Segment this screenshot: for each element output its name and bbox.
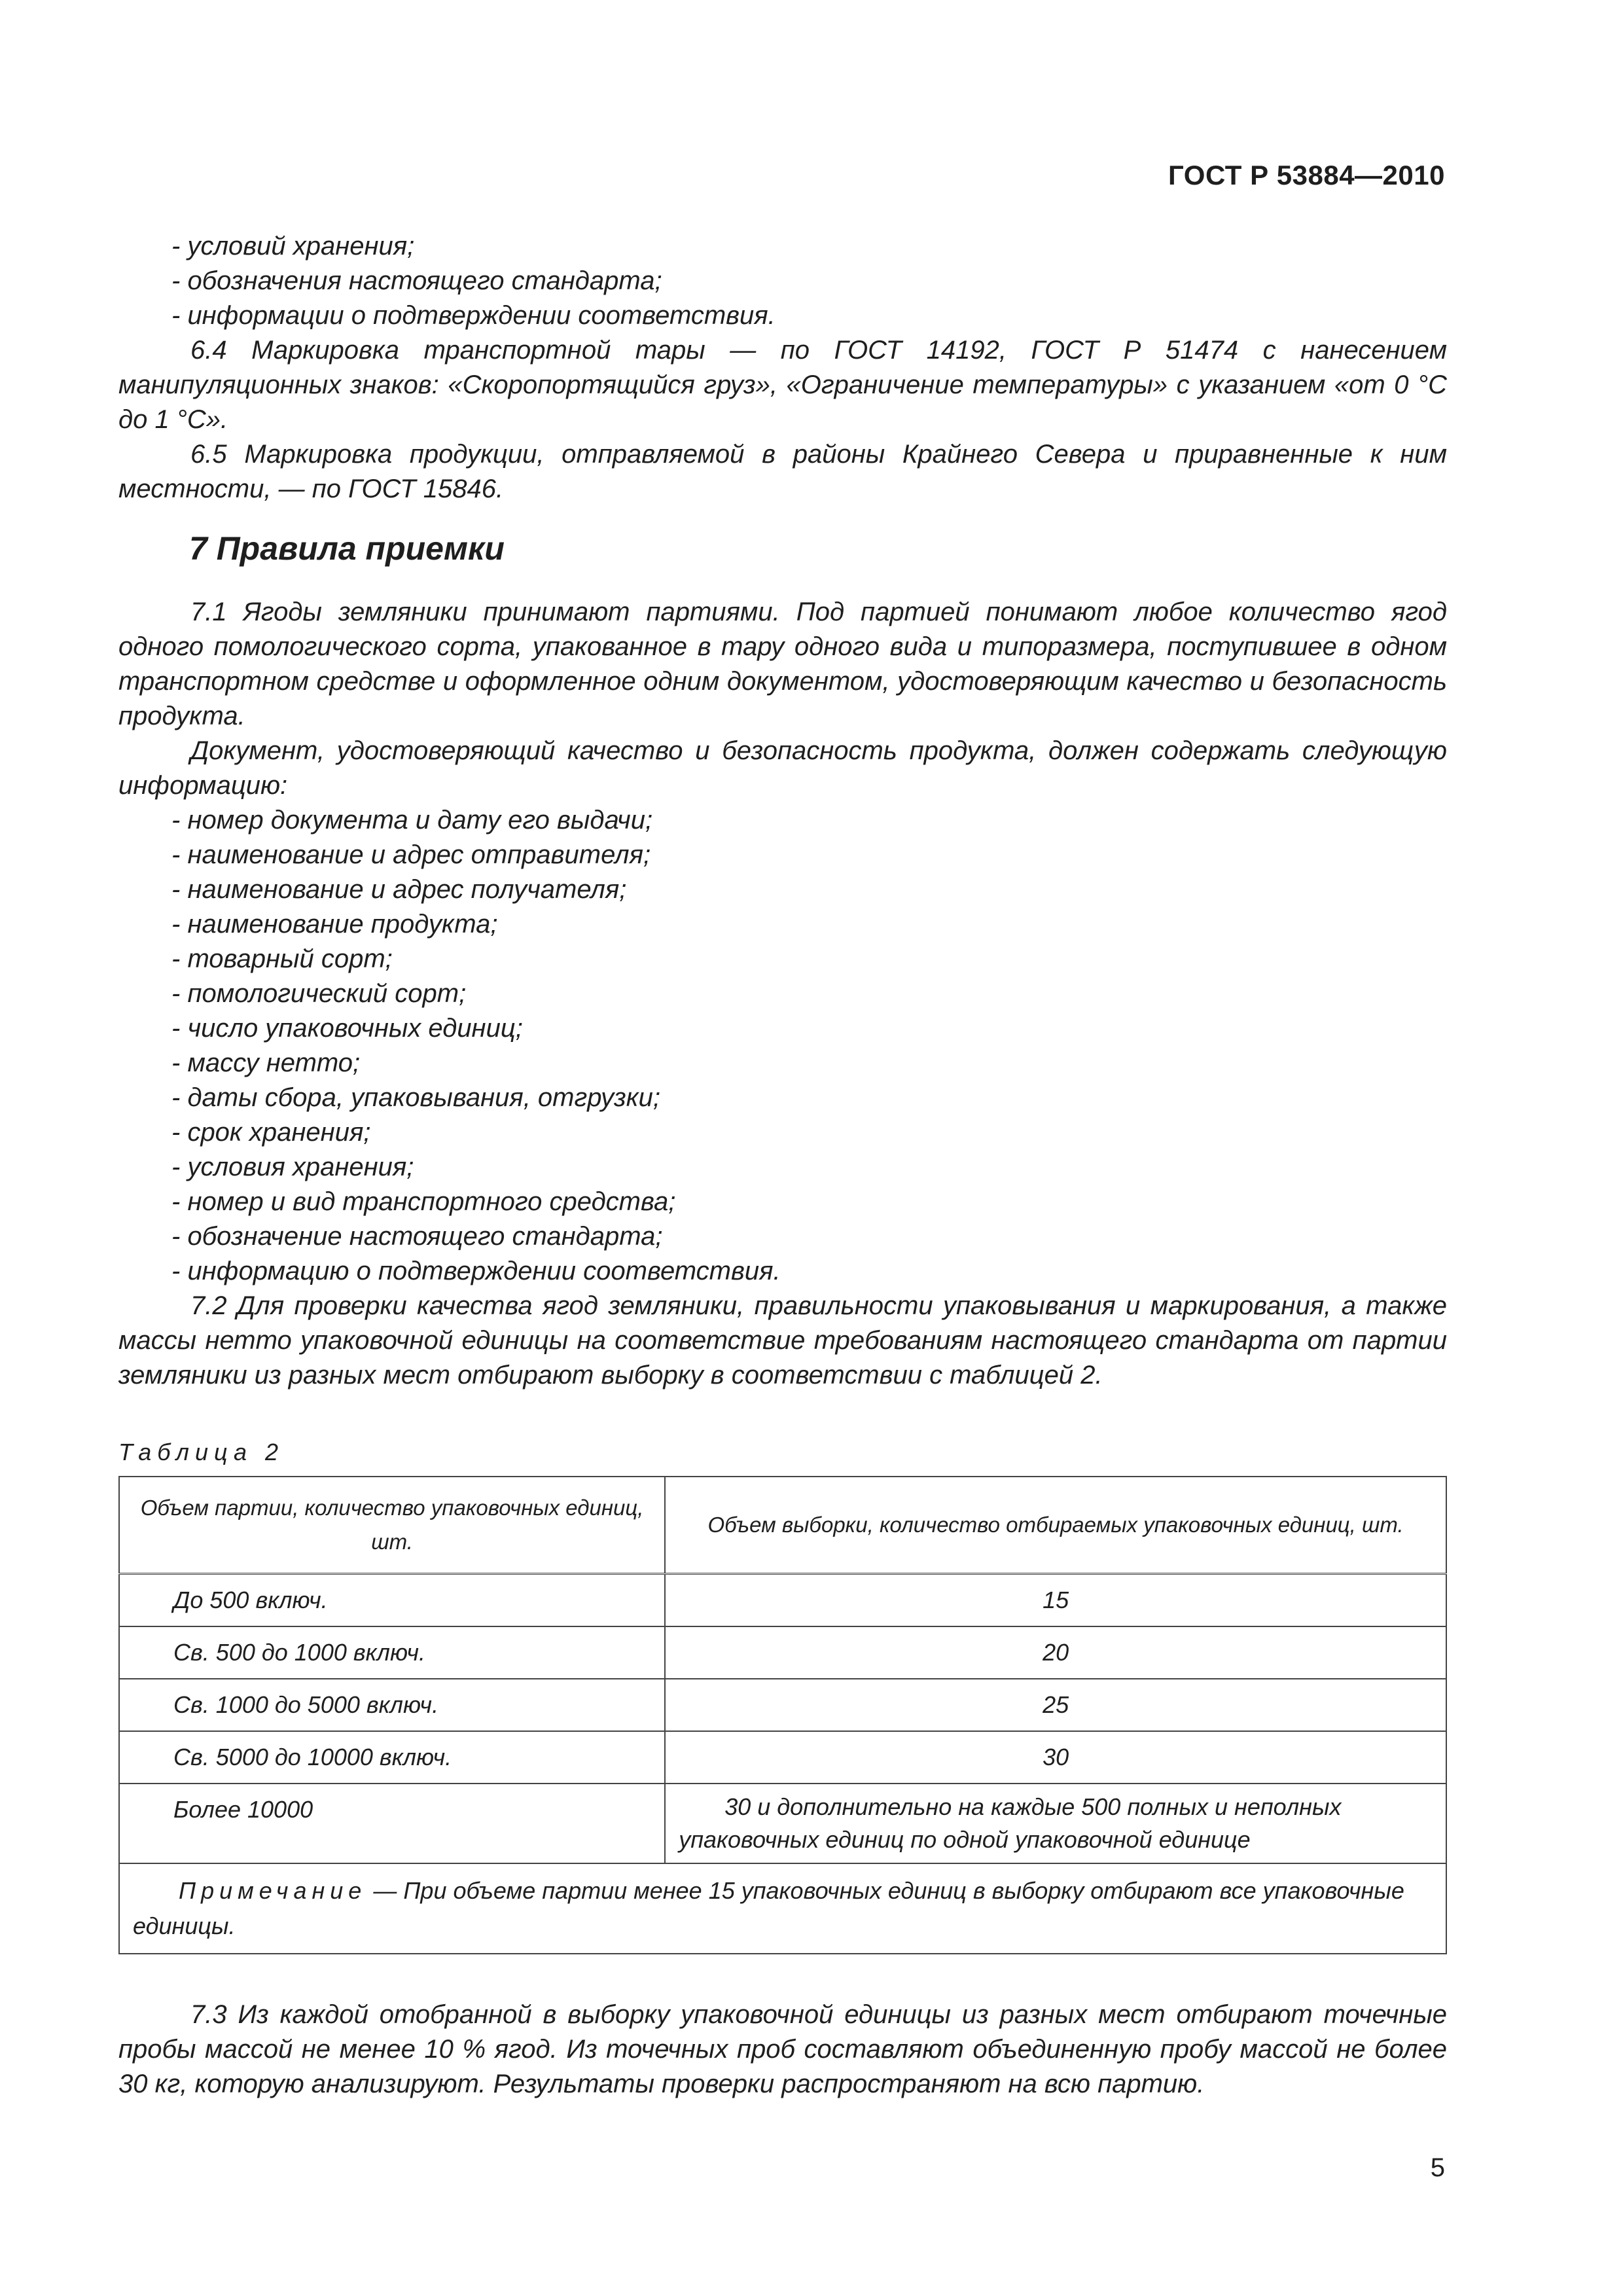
page-content: [118, 229, 1447, 2102]
list-item: - помологический сорт;: [171, 979, 467, 1008]
list-item: - наименование продукта;: [171, 910, 498, 939]
paragraph-document-info: Документ, удостоверяющий качество и безопасность продукта, должен содержать следующую информацию:: [118, 736, 1447, 800]
table-cell-sample: 15: [665, 1574, 1446, 1627]
note-label: Примечание: [179, 1877, 367, 1904]
list-item: - информацию о подтверждении соответствия.: [171, 1257, 781, 1285]
document-code-header: ГОСТ Р 53884—2010: [1168, 160, 1445, 190]
paragraph-6-5: 6.5 Маркировка продукции, отправляемой в районы Крайнего Севера и приравненные к ним местности, — по ГОСТ 15846.: [118, 440, 1447, 503]
table-row: [119, 1574, 1446, 1627]
list-item: - даты сбора, упаковывания, отгрузки;: [171, 1083, 660, 1112]
table-row: [119, 1784, 1446, 1863]
table-header-row: [119, 1477, 1446, 1574]
table-cell-lot: Более 10000: [119, 1784, 665, 1863]
table-row: [119, 1626, 1446, 1679]
table-row: [119, 1679, 1446, 1731]
table-caption: Таблица 2: [118, 1439, 285, 1465]
table-cell-sample: 20: [665, 1626, 1446, 1679]
list-item: - товарный сорт;: [171, 944, 393, 973]
list-item: - номер и вид транспортного средства;: [171, 1187, 676, 1216]
sample-size-table: [118, 1476, 1447, 1954]
table-cell-lot: Св. 1000 до 5000 включ.: [119, 1679, 665, 1731]
paragraph-7-2: 7.2 Для проверки качества ягод земляники, правильности упаковывания и маркирования, а также массы нетто упаковочной единицы на соответствие требованиям настоящего стандарта от партии земляники из разных мест отбирают выборку в соответствии с таблицей 2.: [118, 1291, 1447, 1390]
paragraph-7-1: 7.1 Ягоды земляники принимают партиями. Под партией понимают любое количество ягод одного помологического сорта, упакованное в тару одного вида и типоразмера, поступившее в одном транспортном средстве и оформленное одним документом, удостоверяющим качество и безопасность продукта.: [118, 598, 1447, 730]
page-number: 5: [1430, 2153, 1445, 2182]
table-cell-sample: 25: [665, 1679, 1446, 1731]
note-text: — При объеме партии менее 15 упаковочных единиц в выборку отбирают все упаковочные единицы.: [133, 1877, 1404, 1939]
list-item: - условий хранения;: [171, 232, 415, 260]
list-item: - условия хранения;: [171, 1153, 414, 1181]
table-cell-sample: 30 и дополнительно на каждые 500 полных и неполных упаковочных единиц по одной упаковочной единице: [665, 1784, 1446, 1863]
table-cell-lot: Св. 500 до 1000 включ.: [119, 1626, 665, 1679]
list-item: - номер документа и дату его выдачи;: [171, 806, 653, 834]
list-item: - число упаковочных единиц;: [171, 1014, 523, 1043]
table-note-row: [119, 1863, 1446, 1954]
table-header-lot: Объем партии, количество упаковочных единиц, шт.: [119, 1477, 665, 1574]
table-row: [119, 1731, 1446, 1784]
list-item: - информации о подтверждении соответствия.: [171, 301, 776, 330]
section-title: 7 Правила приемки: [189, 530, 505, 567]
table-cell-lot: До 500 включ.: [119, 1574, 665, 1627]
table-cell-lot: Св. 5000 до 10000 включ.: [119, 1731, 665, 1784]
paragraph-7-3: 7.3 Из каждой отобранной в выборку упаковочной единицы из разных мест отбирают точечные пробы массой не менее 10 % ягод. Из точечных проб составляют объединенную пробу массой не более 30 кг, которую анализируют. Результаты проверки распространяют на всю партию.: [118, 2000, 1447, 2098]
list-item: - обозначения настоящего стандарта;: [171, 266, 662, 295]
table-cell-sample: 30: [665, 1731, 1446, 1784]
paragraph-6-4: 6.4 Маркировка транспортной тары — по ГОСТ 14192, ГОСТ Р 51474 с нанесением манипуляционных знаков: «Скоропортящийся груз», «Ограничение температуры» с указанием «от 0 °С до 1 °С».: [118, 336, 1447, 434]
table-header-sample: Объем выборки, количество отбираемых упаковочных единиц, шт.: [665, 1477, 1446, 1574]
list-item: - наименование и адрес получателя;: [171, 875, 627, 904]
list-item: - массу нетто;: [171, 1049, 361, 1077]
list-item: - обозначение настоящего стандарта;: [171, 1222, 663, 1251]
list-item: - наименование и адрес отправителя;: [171, 840, 651, 869]
table-note: [119, 1863, 1446, 1954]
list-item: - срок хранения;: [171, 1118, 371, 1147]
